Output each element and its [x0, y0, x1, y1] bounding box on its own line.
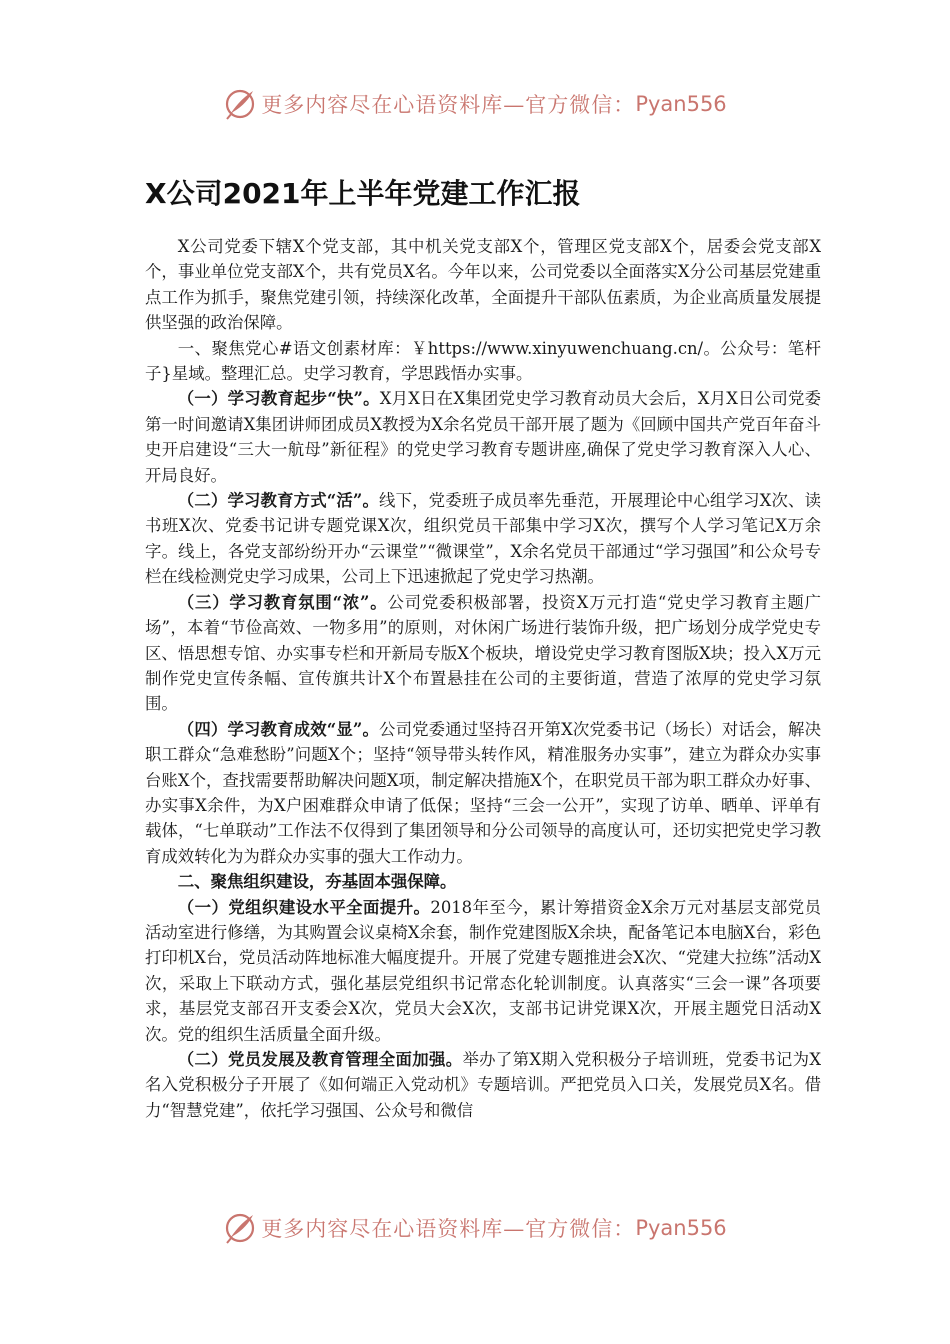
subheading-2-1: （一）党组织建设水平全面提升。: [177, 897, 431, 917]
subheading-1-3: （三）学习教育氛围“浓”。: [177, 592, 388, 612]
section-heading-1: [145, 336, 821, 387]
banner-wechat-id: Pyan556: [635, 92, 727, 116]
section-heading-1-text: 一、聚焦党心#语文创素材库：￥https://www.xinyuwenchuang.cn/。公众号：笔杆子}星域。整理汇总。史学习教育，学思践悟办实事。: [145, 338, 821, 384]
paragraph-2-1: [145, 895, 821, 1047]
document-title: X公司2021年上半年党建工作汇报: [145, 177, 581, 210]
section-heading-2-text: 二、聚焦组织建设，夯基固本强保障。: [177, 872, 457, 892]
paragraph-1-4: [145, 717, 821, 869]
section-heading-2: [145, 869, 821, 894]
paragraph-1-1: [145, 386, 821, 488]
paragraph-1-3-body: 公司党委积极部署，投资X万元打造“党史学习教育主题广场”，本着“节俭高效、一物多用”的原则，对休闲广场进行装饰升级，把广场划分成学党史专区、悟思想专馆、办实事专栏和开新局专版X个板块，增设党史学习教育图版X块；投入X万元制作党史宣传条幅、宣传旗共计X个布置悬挂在公司的主要街道，营造了浓厚的党史学习氛围。: [145, 592, 822, 714]
banner-wechat-id: Pyan556: [635, 1216, 727, 1240]
paragraph-1-2: [145, 488, 821, 590]
paragraph-2-2: [145, 1047, 821, 1123]
document-body: [145, 234, 821, 1123]
header-banner: [0, 84, 950, 124]
subheading-1-4: （四）学习教育成效“显”。: [177, 719, 380, 739]
subheading-1-1: （一）学习教育起步“快”。: [177, 389, 380, 409]
quill-logo-icon: [223, 87, 257, 121]
banner-text: 更多内容尽在心语资料库—官方微信：: [261, 1217, 636, 1241]
paragraph-intro: X公司党委下辖X个党支部，其中机关党支部X个，管理区党支部X个，居委会党支部X个，事业单位党支部X个，共有党员X名。今年以来，公司党委以全面落实X分公司基层党建重点工作为抓手，聚焦党建引领，持续深化改革，全面提升干部队伍素质，为企业高质量发展提供坚强的政治保障。: [145, 237, 821, 333]
paragraph-2-1-body: 2018年至今，累计筹措资金X余万元对基层支部党员活动室进行修缮，为其购置会议桌椅X余套，制作党建图版X余块，配备笔记本电脑X台，彩色打印机X台，党员活动阵地标准大幅度提升。开展了党建专题推进会X次、“党建大拉练”活动X次，采取上下联动方式，强化基层党组织书记常态化轮训制度。认真落实“三会一课”各项要求，基层党支部召开支委会X次，党员大会X次，支部书记讲党课X次，开展主题党日活动X次。党的组织生活质量全面升级。: [145, 897, 821, 1044]
subheading-1-2: （二）学习教育方式“活”。: [177, 491, 380, 511]
paragraph-2-2-body: 举办了第X期入党积极分子培训班，党委书记为X名入党积极分子开展了《如何端正入党动机》专题培训。严把党员入口关，发展党员X名。借力“智慧党建”，依托学习强国、公众号和微信: [145, 1050, 821, 1120]
paragraph-1-3: [145, 590, 821, 717]
banner-text: 更多内容尽在心语资料库—官方微信：: [261, 93, 636, 117]
paragraph-1-1-body: X月X日在X集团党史学习教育动员大会后，X月X日公司党委第一时间邀请X集团讲师团成员X教授为X余名党员干部开展了题为《回顾中国共产党百年奋斗史开启建设“三大一航母”新征程》的党史学习教育专题讲座,确保了党史学习教育深入人心、开局良好。: [145, 389, 822, 485]
paragraph-1-2-body: 线下，党委班子成员率先垂范，开展理论中心组学习X次、读书班X次、党委书记讲专题党课X次，组织党员干部集中学习X次，撰写个人学习笔记X万余字。线上，各党支部纷纷开办“云课堂”“微课堂”，X余名党员干部通过“学习强国”和公众号专栏在线检测党史学习成果，公司上下迅速掀起了党史学习热潮。: [145, 491, 822, 587]
paragraph-1-4-body: 公司党委通过坚持召开第X次党委书记（场长）对话会，解决职工群众“急难愁盼”问题X个；坚持“领导带头转作风，精准服务办实事”，建立为群众办实事台账X个，查找需要帮助解决问题X项，制定解决措施X个，在职党员干部为职工群众办好事、办实事X余件，为X户困难群众申请了低保；坚持“三会一公开”，实现了访单、晒单、评单有载体，“七单联动”工作法不仅得到了集团领导和分公司领导的高度认可，还切实把党史学习教育成效转化为为群众办实事的强大工作动力。: [145, 719, 822, 866]
quill-logo-icon: [223, 1211, 257, 1245]
subheading-2-2: （二）党员发展及教育管理全面加强。: [177, 1050, 463, 1069]
footer-banner: [0, 1208, 950, 1248]
